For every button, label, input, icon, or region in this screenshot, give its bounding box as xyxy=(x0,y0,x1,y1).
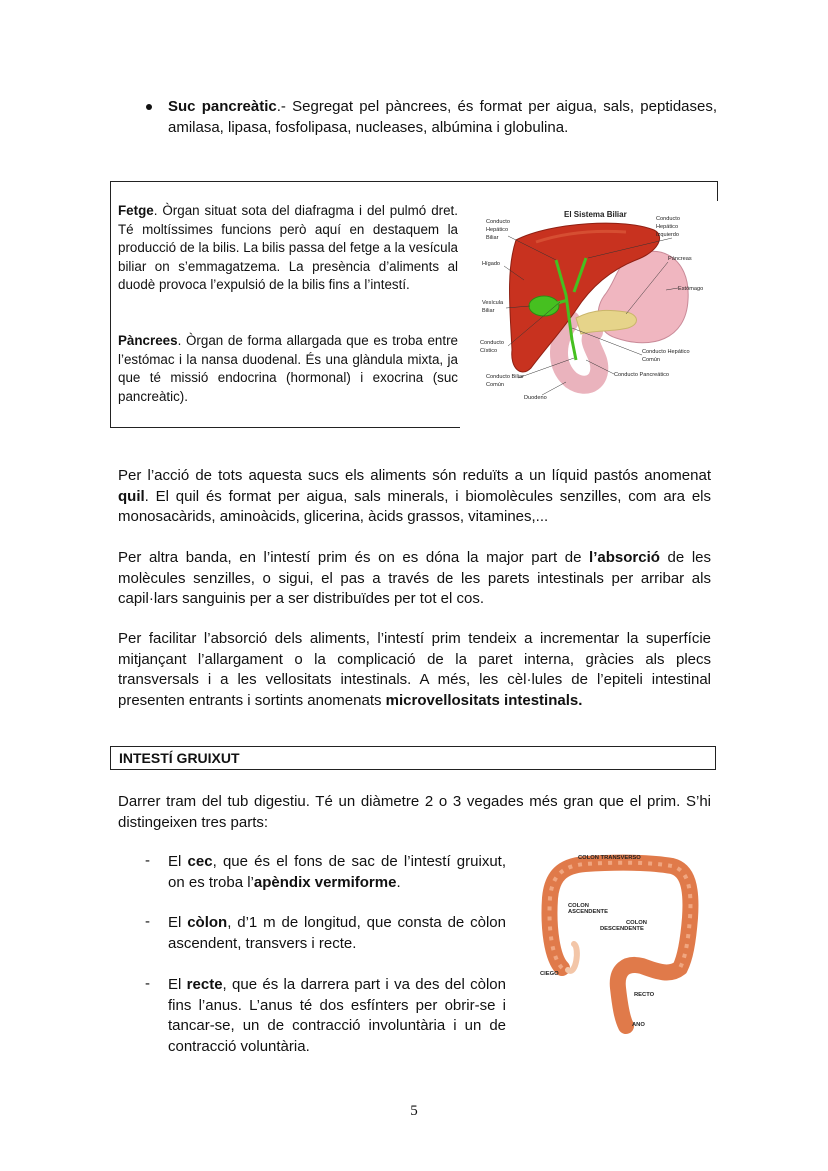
svg-text:Conducto Biliar: Conducto Biliar xyxy=(486,374,524,380)
svg-text:COLON TRANSVERSO: COLON TRANSVERSO xyxy=(578,855,641,861)
term-cecum: cec xyxy=(187,853,213,870)
gallbladder-shape xyxy=(529,296,559,316)
section-heading: INTESTÍ GRUIXUT xyxy=(119,750,240,766)
list-dash-3: - xyxy=(145,975,150,992)
pancreas-description: Pàncrees. Òrgan de forma allargada que es troba entre l’estómac i la nansa duodenal. És una glàndula mixta, ja que té missió endocrina (hormonal) i exocrina (suc pancreàtic). xyxy=(118,333,458,404)
svg-text:Biliar: Biliar xyxy=(482,308,495,314)
svg-text:Conducto: Conducto xyxy=(656,216,680,222)
paragraph-quil: Per l’acció de tots aquesta sucs els aliments són reduïts a un líquid pastós anomenat quil. El quil és format per aigua, sals minerals, i biomolècules senzilles, com ara els monosacàrids, aminoàcids, glicerina, àcids grassos, vitamines,... xyxy=(118,467,711,525)
svg-text:DESCENDENTE: DESCENDENTE xyxy=(600,926,644,932)
svg-text:Estómago: Estómago xyxy=(678,286,704,292)
list-dash-2: - xyxy=(145,913,150,930)
figure-title: El Sistema Biliar xyxy=(564,210,627,219)
svg-text:Hígado: Hígado xyxy=(482,261,501,267)
list-item-cecum: El cec, que és el fons de sac de l’intestí gruixut, on es troba l’apèndix vermiforme. xyxy=(168,853,507,891)
svg-text:COLON: COLON xyxy=(626,920,647,926)
term-liver: Fetge xyxy=(118,203,154,218)
term-rectum: recte xyxy=(186,976,223,993)
term-appendix: apèndix vermiforme xyxy=(253,873,397,891)
term-pancreas: Pàncrees xyxy=(118,333,178,348)
svg-text:Duodeno: Duodeno xyxy=(524,395,547,401)
biliary-system-figure xyxy=(476,200,716,408)
term-quil: quil xyxy=(118,487,145,505)
large-intestine-figure xyxy=(530,848,712,1038)
svg-text:Conducto: Conducto xyxy=(480,340,504,346)
term-microvilli: microvellositats intestinals. xyxy=(385,691,583,709)
svg-text:ASCENDENTE: ASCENDENTE xyxy=(568,909,608,915)
section-heading-box xyxy=(110,746,716,770)
list-dash-1: - xyxy=(145,852,150,869)
paragraph-microvilli: Per facilitar l’absorció dels aliments, l’intestí prim tendeix a incrementar la superfície mitjançant l’allargament o la complicació de la paret interna, gràcies als plecs transversals i a les vellositats intestinals. A més, les cèl·lules de l’epiteli intestinal presenten entrants i sortints anomenats microvellositats intestinals. xyxy=(118,630,711,709)
list-item-colon: El còlon, d’1 m de longitud, que consta de còlon ascendent, transvers i recte. xyxy=(168,914,506,952)
colon-shape xyxy=(550,863,691,1026)
box-border-left xyxy=(110,181,111,428)
svg-text:COLON: COLON xyxy=(568,903,589,909)
svg-text:Conducto: Conducto xyxy=(486,219,510,225)
svg-text:Hepático: Hepático xyxy=(656,224,679,230)
svg-text:Hepático: Hepático xyxy=(486,227,509,233)
svg-text:Conducto Pancreático: Conducto Pancreático xyxy=(614,372,670,378)
svg-text:Vesícula: Vesícula xyxy=(482,300,504,306)
page-number: 5 xyxy=(410,1103,418,1119)
svg-text:Común: Común xyxy=(642,357,661,363)
liver-description: Fetge. Òrgan situat sota del diafragma i del pulmó dret. Té moltíssimes funcions però aquí en destaquem la producció de la bilis. La bilis passa del fetge a la vesícula biliar on s’emmagatzema. La presència d’aliments al duodè provoca l’expulsió de la bilis fins a l’intestí. xyxy=(118,203,458,293)
term-absorption: l’absorció xyxy=(589,549,660,566)
term-pancreatic-juice: Suc pancreàtic xyxy=(168,98,277,115)
svg-text:Biliar: Biliar xyxy=(486,235,499,241)
box-border-right xyxy=(717,181,718,201)
paragraph-large-intestine: Darrer tram del tub digestiu. Té un diàmetre 2 o 3 vegades més gran que el prim. S’hi distingeixen tres parts: xyxy=(118,793,711,831)
term-colon: còlon xyxy=(187,914,228,931)
svg-text:Cístico: Cístico xyxy=(480,348,498,354)
box-border-top xyxy=(110,181,718,182)
bullet-pancreatic-juice: Suc pancreàtic.- Segregat pel pàncrees, és format per aigua, sals, peptidases, amilasa, lipasa, fosfolipasa, nucleases, albúmina i globulina. xyxy=(168,98,718,136)
svg-text:ANO: ANO xyxy=(632,1022,645,1028)
list-item-rectum: El recte, que és la darrera part i va des del còlon fins l’anus. L’anus té dos esfínters per obrir-se i tancar-se, un de contracció involuntària i un de contracció voluntària. xyxy=(168,976,506,1055)
bullet-dot xyxy=(146,104,152,110)
svg-text:RECTO: RECTO xyxy=(634,992,655,998)
svg-text:Conducto Hepático: Conducto Hepático xyxy=(642,349,690,355)
svg-text:CIEGO: CIEGO xyxy=(540,971,559,977)
svg-text:Común: Común xyxy=(486,382,505,388)
svg-text:Izquierdo: Izquierdo xyxy=(656,232,680,238)
box-border-bottom xyxy=(110,427,460,428)
svg-text:Páncreas: Páncreas xyxy=(668,256,692,262)
paragraph-absorption: Per altra banda, en l’intestí prim és on es dóna la major part de l’absorció de les molècules senzilles, o sigui, el pas a través de les parets intestinals per arribar als capil·lars sanguinis per a ser distribuïdes per tot el cos. xyxy=(118,549,712,607)
